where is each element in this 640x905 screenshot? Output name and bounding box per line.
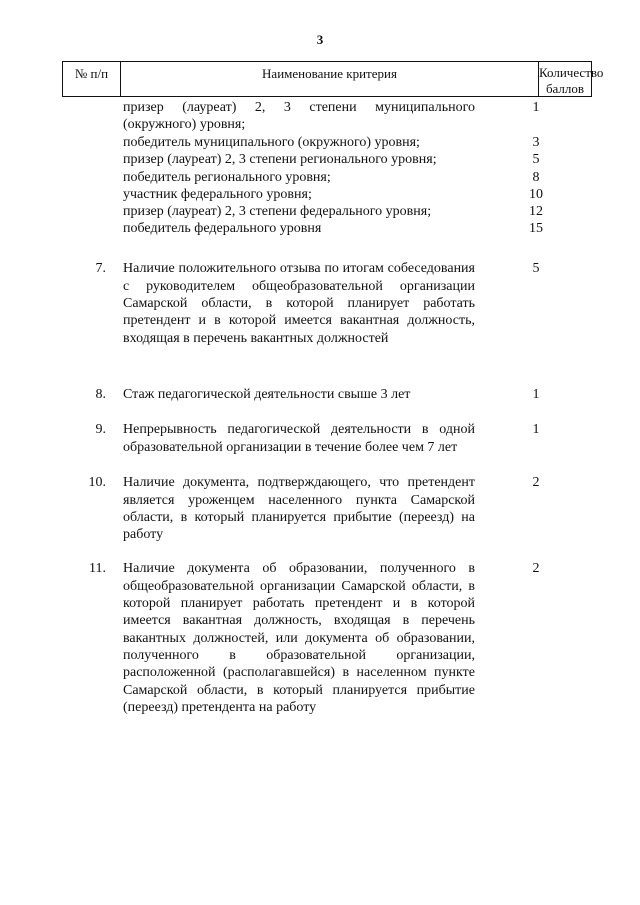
criterion-score: 1 [532,100,540,115]
criterion-text: Стаж педагогической деятельности свыше 3 лет [123,387,411,403]
criterion-text: призер (лауреат) 2, 3 степени федерального уровня; [123,204,432,220]
criterion-score: 2 [532,561,540,577]
table-header [62,61,604,97]
criterion-score: 3 [532,135,540,150]
criterion-text: призер (лауреат) 2, 3 степени муниципального (окружного) уровня; [123,100,475,133]
criteria-table-body [0,99,640,720]
criterion-text: победитель регионального уровня; [123,169,331,185]
criterion-score: 1 [532,387,540,403]
criterion-score: 15 [529,221,543,237]
criterion-text: победитель федерального уровня [123,221,322,237]
header-criterion-column: Наименование критерия [121,62,539,96]
table-row [0,169,640,186]
criterion-text: участник федерального уровня; [123,186,312,202]
criterion-score: 12 [529,204,543,220]
table-row [0,474,640,560]
header-number-column: № п/п [63,62,121,96]
criterion-number: 9. [95,422,106,438]
criterion-number: 8. [95,387,106,403]
table-row [0,203,640,220]
criterion-score: 10 [529,186,543,202]
page-number: 3 [316,32,324,47]
criterion-number: 11. [89,561,106,577]
criterion-number: 7. [95,261,106,277]
criterion-score: 8 [532,169,540,185]
table-row [0,421,640,474]
criterion-text: призер (лауреат) 2, 3 степени регионального уровня; [123,152,437,168]
table-row [0,560,640,720]
table-row [0,99,640,134]
criterion-text: Наличие документа об образовании, полученного в общеобразовательной организации Самарской области, в которой планирует работать претендент и в которой имеется вакантная должность, входящая в перечень вакантных должностей, или документа об образовании, полученного в образовательной организации, расположенной (располагавшейся) в населенном пункте Самарской области, в который планируется прибытие (переезд) претендента на работу [123,561,475,715]
table-row [0,186,640,203]
table-row [0,260,640,386]
criterion-text: Непрерывность педагогической деятельности в одной образовательной организации в течение более чем 7 лет [123,422,475,455]
criterion-text: победитель муниципального (окружного) уровня; [123,135,420,150]
criterion-text: Наличие документа, подтверждающего, что претендент является уроженцем населенного пункта Самарской области, в который планируется прибытие (переезд) на работу [123,475,475,543]
table-row [0,386,640,421]
criterion-score: 5 [532,152,540,168]
criterion-score: 5 [532,261,540,277]
criterion-number: 10. [88,475,106,491]
table-row [0,151,640,168]
header-score-column: Количество баллов [539,65,604,96]
criterion-score: 1 [532,422,540,438]
criterion-score: 2 [532,475,540,491]
criterion-text: Наличие положительного отзыва по итогам собеседования с руководителем общеобразовательной организации Самарской области, в которой планирует работать претендент и в которой имеется вакантная должность, входящая в перечень вакантных должностей [123,261,475,346]
table-row [0,134,640,151]
table-row [0,220,640,260]
